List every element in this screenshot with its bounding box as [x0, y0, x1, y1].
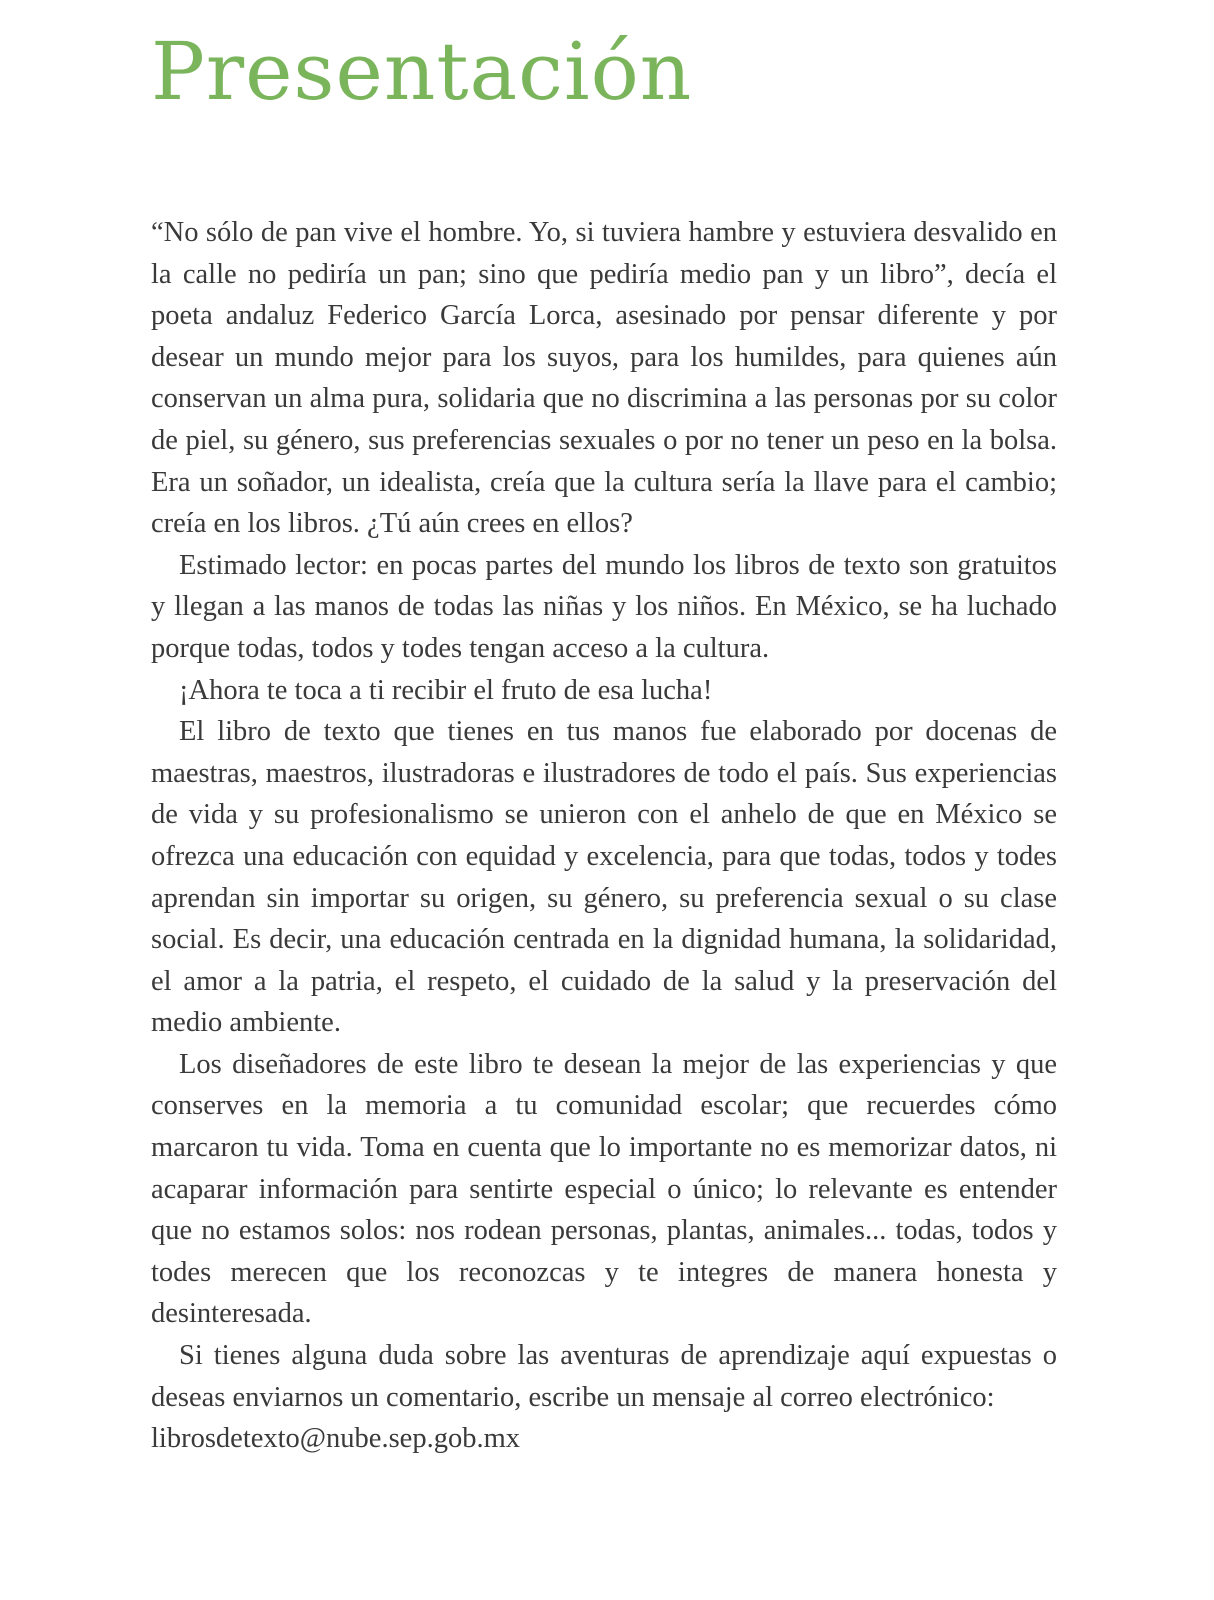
body-text [151, 212, 1057, 1460]
paragraph-your-turn: ¡Ahora te toca a ti recibir el fruto de esa lucha! [179, 674, 713, 706]
contact-email-link[interactable]: librosdetexto@nube.sep.gob.mx [151, 1423, 520, 1455]
page-title: Presentación [151, 25, 693, 118]
paragraph-designers: Los diseñadores de este libro te desean la mejor de las experiencias y que conserves en la memoria a tu comunidad escolar; que recuerdes cómo marcaron tu vida. Toma en cuenta que lo importante no es memorizar datos, ni acaparar información para sentirte especial o único; lo relevante es entender que no estamos solos: nos rodean personas, plantas, animales... todas, todos y todes merecen que los reconozcas y te integres de manera honesta y desinteresada. [151, 1048, 1057, 1330]
paragraph-quote: “No sólo de pan vive el hombre. Yo, si tuviera hambre y estuviera desvalido en la calle no pediría un pan; sino que pediría medio pan y un libro”, decía el poeta andaluz Federico García Lorca, asesinado por pensar diferente y por desear un mundo mejor para los suyos, para los humildes, para quienes aún conservan un alma pura, solidaria que no discrimina a las personas por su color de piel, su género, sus preferencias sexuales o por no tener un peso en la bolsa. Era un soñador, un idealista, creía que la cultura sería la llave para el cambio; creía en los libros. ¿Tú aún crees en ellos? [151, 217, 1057, 540]
paragraph-contact [151, 1335, 1057, 1460]
contact-text: Si tienes alguna duda sobre las aventuras de aprendizaje aquí expuestas o deseas enviarnos un comentario, escribe un mensaje al correo electrónico: [151, 1340, 1057, 1413]
paragraph-authors: El libro de texto que tienes en tus manos fue elaborado por docenas de maestras, maestros, ilustradoras e ilustradores de todo el país. Sus experiencias de vida y su profesionalismo se unieron con el anhelo de que en México se ofrezca una educación con equidad y excelencia, para que todas, todos y todes aprendan sin importar su origen, su género, su preferencia sexual o su clase social. Es decir, una educación centrada en la dignidad humana, la solidaridad, el amor a la patria, el respeto, el cuidado de la salud y la preservación del medio ambiente. [151, 716, 1057, 1039]
paragraph-free-textbooks: Estimado lector: en pocas partes del mundo los libros de texto son gratuitos y llegan a las manos de todas las niñas y los niños. En México, se ha luchado porque todas, todos y todes tengan acceso a la cultura. [151, 549, 1057, 664]
